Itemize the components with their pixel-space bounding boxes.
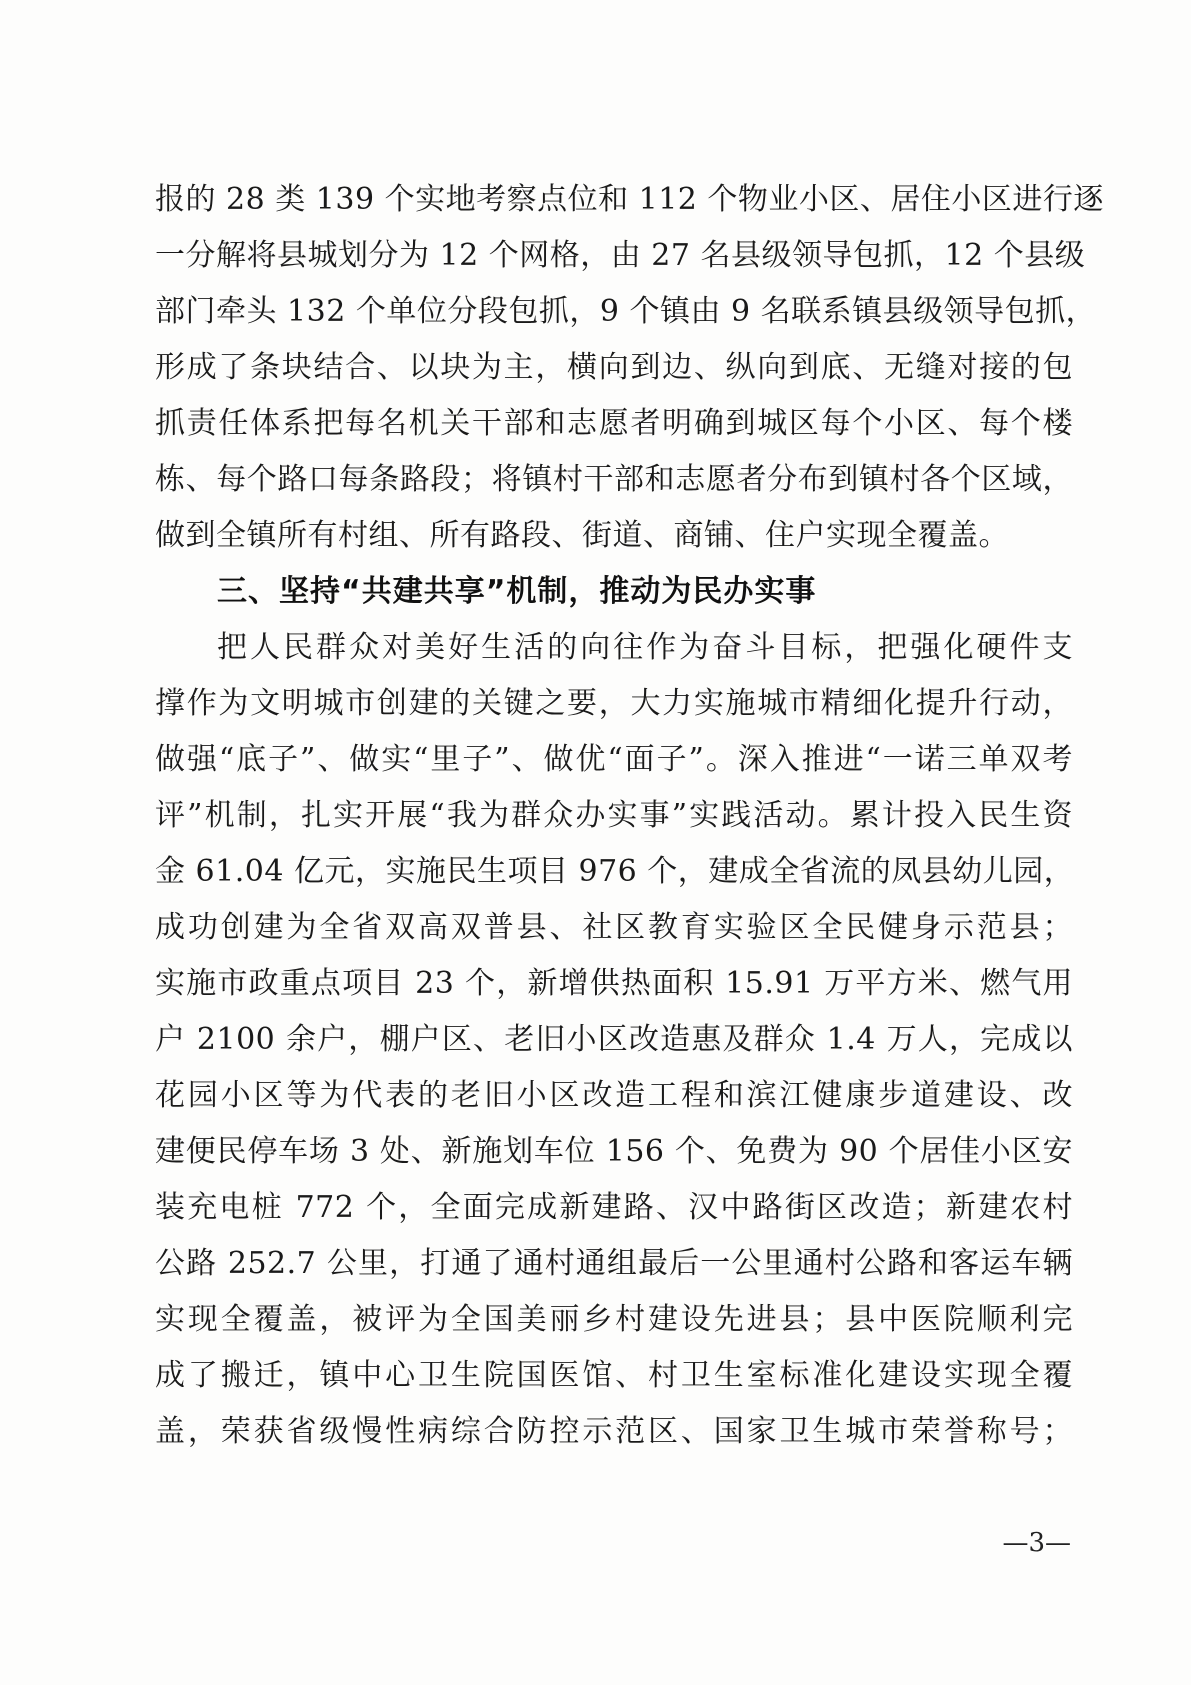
text-line: 金 61.04 亿元，实施民生项目 976 个，建成全省流的凤县幼儿园，: [155, 854, 1075, 889]
text-line: 花园小区等为代表的老旧小区改造工程和滨江健康步道建设、改: [155, 1078, 1073, 1113]
text-line: 一分解将县城划分为 12 个网格，由 27 名县级领导包抓，12 个县级: [155, 238, 1086, 273]
text-line: 形成了条块结合、以块为主，横向到边、纵向到底、无缝对接的包: [155, 350, 1073, 385]
paragraph-1: [155, 172, 1104, 564]
text-line: 实现全覆盖，被评为全国美丽乡村建设先进县；县中医院顺利完: [155, 1302, 1073, 1337]
text-line: 栋、每个路口每条路段；将镇村干部和志愿者分布到镇村各个区域，: [155, 462, 1073, 497]
paragraph-2: [155, 620, 1073, 1460]
text-line: 把人民群众对美好生活的向往作为奋斗目标，把强化硬件支: [217, 630, 1073, 665]
page-number: —3—: [1002, 1528, 1071, 1558]
text-line: 盖，荣获省级慢性病综合防控示范区、国家卫生城市荣誉称号；: [155, 1414, 1073, 1449]
text-line: 评”机制，扎实开展“我为群众办实事”实践活动。累计投入民生资: [155, 798, 1073, 833]
text-line: 报的 28 类 139 个实地考察点位和 112 个物业小区、居住小区进行逐: [155, 182, 1104, 217]
text-line: 建便民停车场 3 处、新施划车位 156 个、免费为 90 个居佳小区安: [155, 1134, 1073, 1169]
text-line: 成了搬迁，镇中心卫生院国医馆、村卫生室标准化建设实现全覆: [155, 1358, 1073, 1393]
text-line: 抓责任体系把每名机关干部和志愿者明确到城区每个小区、每个楼: [155, 406, 1073, 441]
text-line: 实施市政重点项目 23 个，新增供热面积 15.91 万平方米、燃气用: [155, 966, 1073, 1001]
text-line: 户 2100 余户，棚户区、老旧小区改造惠及群众 1.4 万人，完成以: [155, 1022, 1073, 1057]
text-line: 成功创建为全省双高双普县、社区教育实验区全民健身示范县；: [155, 910, 1073, 945]
text-line: 做到全镇所有村组、所有路段、街道、商铺、住户实现全覆盖。: [155, 518, 1009, 553]
text-line: 公路 252.7 公里，打通了通村通组最后一公里通村公路和客运车辆: [155, 1246, 1073, 1281]
section-heading: 三、坚持“共建共享”机制，推动为民办实事: [217, 574, 817, 609]
text-line: 撑作为文明城市创建的关键之要，大力实施城市精细化提升行动，: [155, 686, 1073, 721]
text-line: 做强“底子”、做实“里子”、做优“面子”。深入推进“一诺三单双考: [155, 742, 1073, 777]
document-body: [155, 172, 1104, 1460]
text-line: 装充电桩 772 个，全面完成新建路、汉中路街区改造；新建农村: [155, 1190, 1073, 1225]
text-line: 部门牵头 132 个单位分段包抓，9 个镇由 9 名联系镇县级领导包抓，: [155, 294, 1097, 329]
